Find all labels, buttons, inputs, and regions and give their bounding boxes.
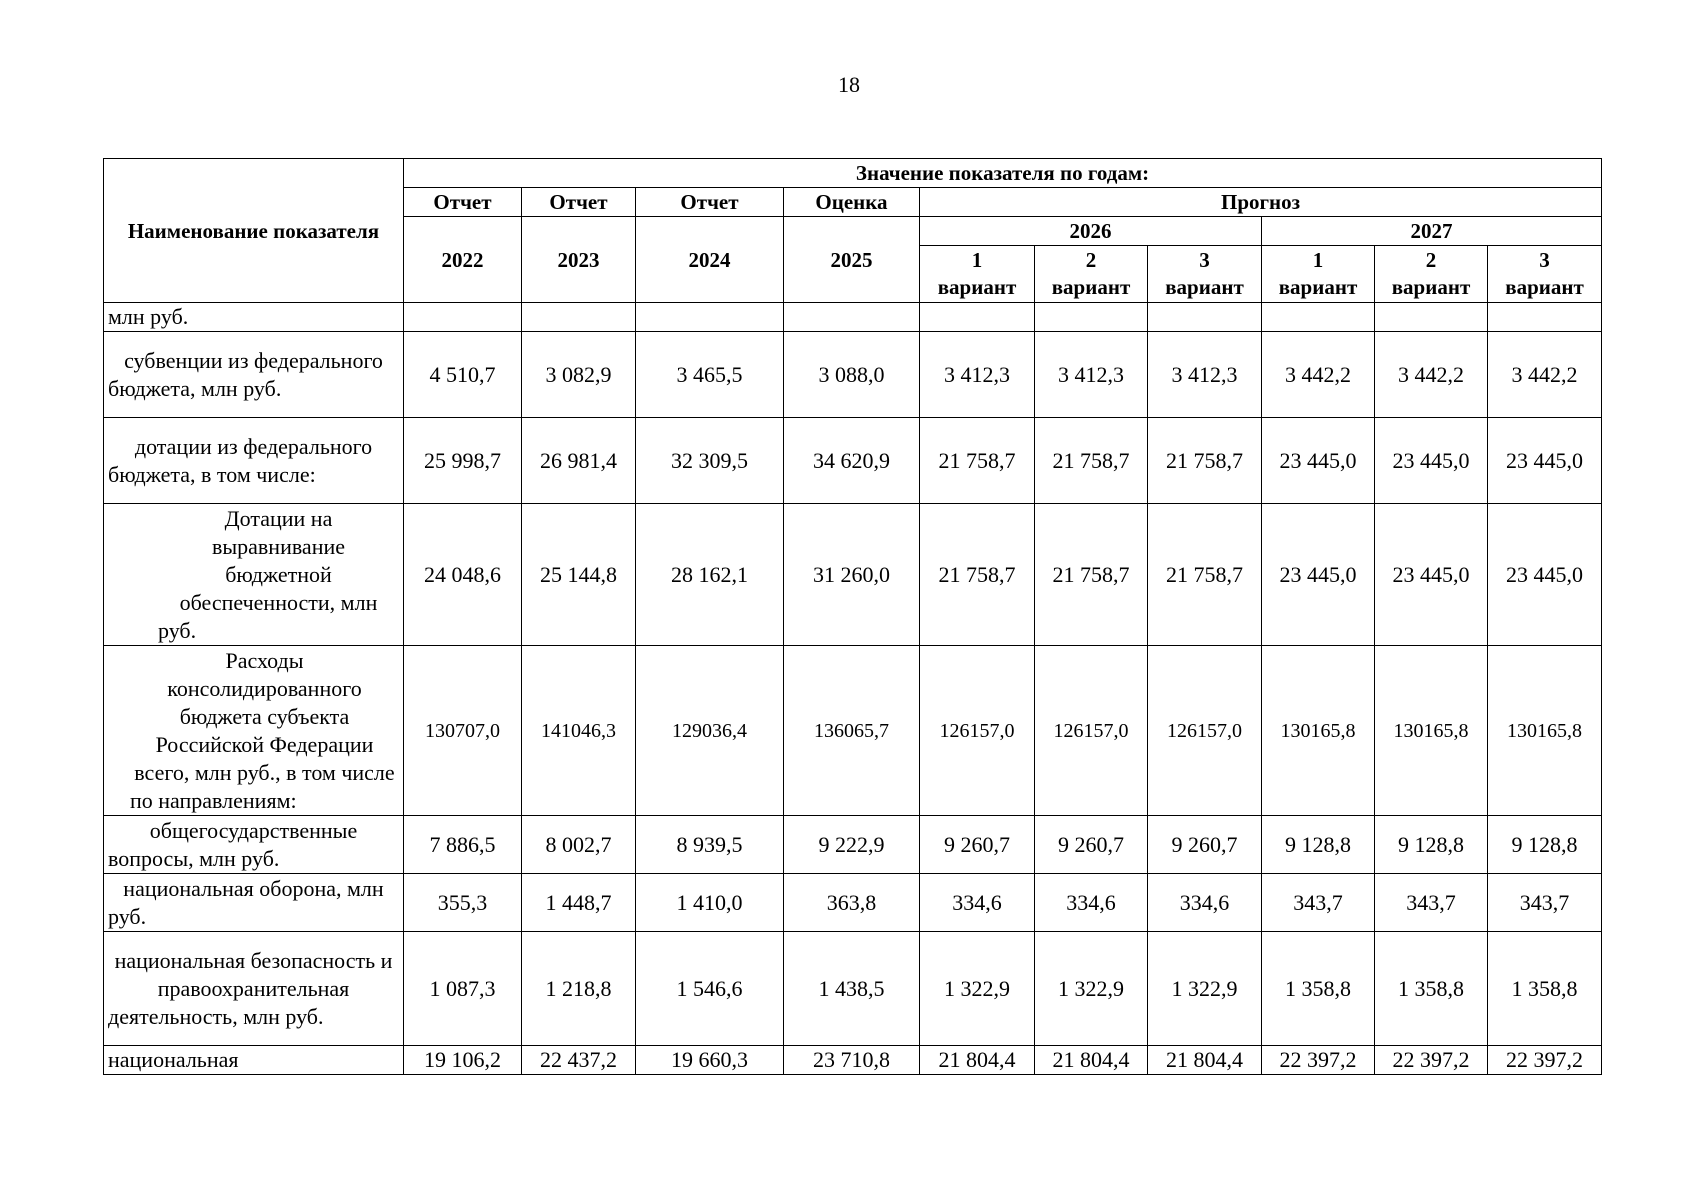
cell-value: 8 002,7 <box>522 816 636 874</box>
row-name: национальная безопасность и правоохранительная деятельность, млн руб. <box>104 932 404 1046</box>
variant-number: 2 <box>1085 248 1097 272</box>
cell-value: 363,8 <box>784 874 920 932</box>
cell-value: 22 437,2 <box>522 1046 636 1075</box>
cell-value: 23 445,0 <box>1262 418 1375 504</box>
year-2022: 2022 <box>404 217 522 303</box>
table-row <box>104 874 1602 932</box>
variant-header <box>1488 246 1602 303</box>
cell-value <box>784 303 920 332</box>
cell-value: 19 106,2 <box>404 1046 522 1075</box>
variant-label: вариант <box>1278 275 1358 299</box>
estimate-2025-label: Оценка <box>784 188 920 217</box>
cell-value: 22 397,2 <box>1375 1046 1488 1075</box>
cell-value: 21 758,7 <box>920 418 1035 504</box>
cell-value: 21 758,7 <box>1035 418 1148 504</box>
cell-value <box>404 303 522 332</box>
cell-value: 126157,0 <box>1148 646 1262 816</box>
table-row <box>104 646 1602 816</box>
variant-number: 1 <box>971 248 983 272</box>
cell-value: 21 758,7 <box>920 504 1035 646</box>
cell-value: 9 260,7 <box>1148 816 1262 874</box>
variant-header <box>1375 246 1488 303</box>
report-2023-label: Отчет <box>522 188 636 217</box>
forecast-year-2026: 2026 <box>920 217 1262 246</box>
variant-label: вариант <box>1391 275 1471 299</box>
cell-value: 25 144,8 <box>522 504 636 646</box>
cell-value: 343,7 <box>1262 874 1375 932</box>
cell-value: 22 397,2 <box>1262 1046 1375 1075</box>
variant-number: 3 <box>1539 248 1550 272</box>
cell-value: 1 322,9 <box>1148 932 1262 1046</box>
cell-value: 3 412,3 <box>1148 332 1262 418</box>
cell-value: 1 438,5 <box>784 932 920 1046</box>
row-name: Дотации на выравнивание бюджетной обеспеченности, млн руб. <box>104 504 404 646</box>
cell-value: 26 981,4 <box>522 418 636 504</box>
cell-value: 3 082,9 <box>522 332 636 418</box>
cell-value: 9 222,9 <box>784 816 920 874</box>
table-row <box>104 1046 1602 1075</box>
row-name: национальная <box>104 1046 404 1075</box>
table-row <box>104 332 1602 418</box>
cell-value: 3 412,3 <box>920 332 1035 418</box>
variant-header <box>1035 246 1148 303</box>
row-name: Расходы консолидированного бюджета субъекта Российской Федерации всего, млн руб., в том числе по направлениям: <box>104 646 404 816</box>
cell-value: 334,6 <box>1148 874 1262 932</box>
cell-value: 23 445,0 <box>1488 504 1602 646</box>
year-2024: 2024 <box>636 217 784 303</box>
variant-label: вариант <box>1051 275 1131 299</box>
cell-value: 9 260,7 <box>920 816 1035 874</box>
table-row <box>104 303 1602 332</box>
row-name: дотации из федерального бюджета, в том числе: <box>104 418 404 504</box>
cell-value: 334,6 <box>1035 874 1148 932</box>
year-2023: 2023 <box>522 217 636 303</box>
cell-value: 34 620,9 <box>784 418 920 504</box>
cell-value: 130707,0 <box>404 646 522 816</box>
cell-value: 23 445,0 <box>1375 504 1488 646</box>
cell-value: 1 358,8 <box>1375 932 1488 1046</box>
cell-value: 23 445,0 <box>1375 418 1488 504</box>
cell-value: 1 322,9 <box>1035 932 1148 1046</box>
report-2024-label: Отчет <box>636 188 784 217</box>
cell-value: 1 410,0 <box>636 874 784 932</box>
table-row <box>104 418 1602 504</box>
variant-header <box>920 246 1035 303</box>
cell-value: 1 218,8 <box>522 932 636 1046</box>
cell-value: 9 128,8 <box>1488 816 1602 874</box>
table-row <box>104 932 1602 1046</box>
cell-value <box>1488 303 1602 332</box>
cell-value: 19 660,3 <box>636 1046 784 1075</box>
cell-value: 3 442,2 <box>1262 332 1375 418</box>
cell-value <box>1148 303 1262 332</box>
cell-value: 136065,7 <box>784 646 920 816</box>
cell-value <box>920 303 1035 332</box>
variant-label: вариант <box>1505 275 1584 299</box>
cell-value: 23 445,0 <box>1488 418 1602 504</box>
cell-value: 355,3 <box>404 874 522 932</box>
cell-value: 126157,0 <box>920 646 1035 816</box>
cell-value: 129036,4 <box>636 646 784 816</box>
variant-label: вариант <box>1165 275 1244 299</box>
cell-value: 130165,8 <box>1488 646 1602 816</box>
cell-value <box>636 303 784 332</box>
cell-value: 9 128,8 <box>1375 816 1488 874</box>
cell-value: 23 710,8 <box>784 1046 920 1075</box>
cell-value: 3 442,2 <box>1488 332 1602 418</box>
cell-value: 3 088,0 <box>784 332 920 418</box>
year-values-header: Значение показателя по годам: <box>404 159 1602 188</box>
row-name: общегосударственные вопросы, млн руб. <box>104 816 404 874</box>
forecast-label: Прогноз <box>920 188 1602 217</box>
cell-value: 343,7 <box>1375 874 1488 932</box>
cell-value: 130165,8 <box>1375 646 1488 816</box>
indicator-name-header: Наименование показателя <box>104 159 404 303</box>
variant-number: 2 <box>1425 248 1437 272</box>
cell-value: 1 322,9 <box>920 932 1035 1046</box>
row-name: субвенции из федерального бюджета, млн руб. <box>104 332 404 418</box>
cell-value: 4 510,7 <box>404 332 522 418</box>
cell-value: 343,7 <box>1488 874 1602 932</box>
cell-value: 21 758,7 <box>1148 418 1262 504</box>
report-2022-label: Отчет <box>404 188 522 217</box>
variant-header <box>1262 246 1375 303</box>
variant-label: вариант <box>937 275 1017 299</box>
cell-value <box>1262 303 1375 332</box>
cell-value <box>1375 303 1488 332</box>
cell-value: 1 546,6 <box>636 932 784 1046</box>
year-2025: 2025 <box>784 217 920 303</box>
cell-value: 1 448,7 <box>522 874 636 932</box>
row-name: млн руб. <box>104 303 404 332</box>
cell-value: 21 758,7 <box>1148 504 1262 646</box>
cell-value: 21 804,4 <box>1148 1046 1262 1075</box>
cell-value: 3 412,3 <box>1035 332 1148 418</box>
cell-value: 334,6 <box>920 874 1035 932</box>
cell-value: 1 358,8 <box>1488 932 1602 1046</box>
cell-value: 25 998,7 <box>404 418 522 504</box>
cell-value <box>1035 303 1148 332</box>
cell-value: 21 804,4 <box>920 1046 1035 1075</box>
cell-value: 3 465,5 <box>636 332 784 418</box>
cell-value: 21 758,7 <box>1035 504 1148 646</box>
cell-value: 3 442,2 <box>1375 332 1488 418</box>
cell-value: 28 162,1 <box>636 504 784 646</box>
cell-value: 22 397,2 <box>1488 1046 1602 1075</box>
variant-header <box>1148 246 1262 303</box>
cell-value <box>522 303 636 332</box>
table-row <box>104 504 1602 646</box>
cell-value: 1 087,3 <box>404 932 522 1046</box>
forecast-year-2027: 2027 <box>1262 217 1602 246</box>
cell-value: 9 128,8 <box>1262 816 1375 874</box>
cell-value: 24 048,6 <box>404 504 522 646</box>
cell-value: 7 886,5 <box>404 816 522 874</box>
cell-value: 130165,8 <box>1262 646 1375 816</box>
cell-value: 1 358,8 <box>1262 932 1375 1046</box>
cell-value: 141046,3 <box>522 646 636 816</box>
cell-value: 23 445,0 <box>1262 504 1375 646</box>
cell-value: 32 309,5 <box>636 418 784 504</box>
cell-value: 8 939,5 <box>636 816 784 874</box>
cell-value: 21 804,4 <box>1035 1046 1148 1075</box>
table-row <box>104 816 1602 874</box>
cell-value: 126157,0 <box>1035 646 1148 816</box>
row-name: национальная оборона, млн руб. <box>104 874 404 932</box>
variant-number: 3 <box>1199 248 1210 272</box>
page-number: 18 <box>838 72 860 97</box>
cell-value: 31 260,0 <box>784 504 920 646</box>
indicators-table <box>103 158 1602 1075</box>
variant-number: 1 <box>1312 248 1324 272</box>
cell-value: 9 260,7 <box>1035 816 1148 874</box>
